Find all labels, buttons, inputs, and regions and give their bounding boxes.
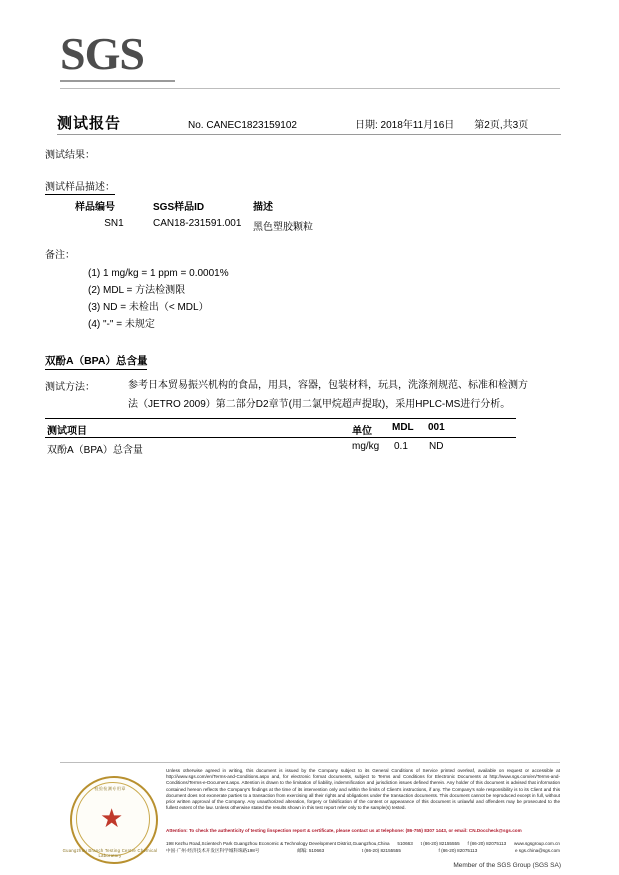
column-header-sample-no: 样品编号	[75, 202, 115, 213]
header-divider	[60, 88, 560, 89]
list-item: (2) MDL = 方法检测限	[88, 285, 186, 296]
footer-address-cn-row	[166, 847, 560, 854]
sample-table	[75, 198, 393, 233]
star-icon: ★	[100, 803, 124, 833]
cell-test-item: 双酚A（BPA）总含量	[47, 445, 143, 456]
test-method-label: 测试方法：	[45, 382, 95, 393]
cell-mdl: 0.1	[394, 441, 408, 452]
results-table-top-rule	[45, 418, 516, 419]
report-header-row	[57, 112, 561, 133]
method-line-2: 法（JETRO 2009）第二部分D2章节(用二氯甲烷超声提取)，采用HPLC-MS进行分析。	[128, 399, 511, 410]
report-date: 日期: 2018年11月16日	[354, 120, 455, 131]
footer-zip-cn: 邮编: 510663	[297, 848, 325, 853]
cell-unit: mg/kg	[352, 441, 380, 452]
column-header-unit: 单位	[352, 426, 372, 437]
footer-divider	[60, 762, 560, 763]
footer-attention: Attention: To check the authenticity of testing /inspection report & certificate, please contact us at telephone: (86-755) 8307 1443, or email: CN.Doccheck@sgs.com	[166, 828, 522, 833]
cell-sample-no: SN1	[104, 218, 124, 229]
list-item: (1) 1 mg/kg = 1 ppm = 0.0001%	[88, 268, 229, 279]
column-header-sample-001: 001	[428, 422, 445, 433]
footer-zip-en: 510663	[397, 841, 413, 846]
footer-disclaimer	[166, 768, 560, 811]
bpa-section-heading: 双酚A（BPA）总含量	[45, 353, 147, 370]
footer-address-cn: 中国·广州·经济技术开发区科学城科珠路198号	[166, 848, 260, 853]
column-header-test-item: 测试项目	[47, 426, 87, 437]
footer-tel-en: t (86-20) 82155555	[420, 841, 460, 846]
footer-email-cn: e sgs.china@sgs.com	[514, 848, 560, 853]
remark-label: 备注：	[45, 250, 75, 261]
sample-description-label: 测试样品描述：	[45, 178, 115, 195]
footer-member-note: Member of the SGS Group (SGS SA)	[453, 862, 561, 869]
stamp-bottom-text: Guangzhou Branch Testing Centre Chemical Laboratory	[62, 848, 158, 858]
footer-tel-cn: t (86-20) 82155555	[361, 848, 401, 853]
footer-address-en: 198 Kezhu Road,Scientech Park Guangzhou Economic & Technology Development District,Guangzhou,China	[166, 841, 390, 846]
page-title: 测试报告	[57, 115, 122, 132]
company-stamp	[62, 772, 158, 868]
table-row	[75, 218, 393, 233]
footer-fax-en: f (86-20) 82075113	[467, 841, 507, 846]
list-item: (4) "-" = 未规定	[88, 319, 155, 330]
page-number: 第2页,共3页	[474, 120, 529, 131]
list-item: (3) ND = 未检出（< MDL）	[88, 302, 209, 313]
sgs-logo	[60, 30, 180, 82]
results-label: 测试结果：	[45, 150, 95, 161]
method-line-1: 参考日本贸易振兴机构的食品，用具，容器，包装材料，玩具，洗涤剂规范、标准和检测方	[128, 380, 528, 391]
column-header-description: 描述	[253, 202, 273, 213]
footer-address-block	[166, 840, 560, 854]
report-number: No. CANEC1823159102	[188, 120, 297, 131]
sgs-logo-text: SGS	[60, 28, 144, 79]
column-header-sgs-id: SGS样品ID	[153, 202, 205, 213]
results-table-bottom-rule	[45, 437, 516, 438]
column-header-mdl: MDL	[392, 422, 414, 433]
cell-result-value: ND	[429, 441, 444, 452]
disclaimer-text: Unless otherwise agreed in writing, this document is issued by the Company subject to its General Conditions of Service printed overleaf, available on request or accessible at http://www.sgs.com/en/Terms-and-Conditions.aspx and, for electronic format documents, subject to Terms and Conditions for Electronic Documents at http://www.sgs.com/en/Terms-and-Conditions/Terms-e-Document.aspx. Attention is drawn to the limitation of liability, indemnification and jurisdiction issues defined therein. Any holder of this document is advised that information contained hereon reflects the Company's findings at the time of its intervention only and within the limits of Client's instructions, if any. The Company's sole responsibility is to its Client and this document does not exonerate parties to a transaction from exercising all their rights and obligations under the transaction documents. This document cannot be reproduced except in full, without prior written approval of the Company. Any unauthorized alteration, forgery or falsification of the content or appearance of this document is unlawful and offenders may be prosecuted to the fullest extent of the law. Unless otherwise stated the results shown in this test report refer only to the sample(s) tested.	[166, 768, 560, 811]
stamp-top-text: 校验检测专用章	[94, 786, 126, 791]
footer-web-en: www.sgsgroup.com.cn	[514, 841, 560, 846]
logo-underline	[60, 80, 175, 82]
test-method-text	[128, 376, 548, 414]
cell-description: 黑色塑胶颗粒	[253, 222, 313, 233]
remark-list	[88, 265, 229, 333]
footer-address-en-row	[166, 840, 560, 847]
table-header-row	[75, 198, 393, 218]
footer-fax-cn: f (86-20) 82075113	[438, 848, 478, 853]
title-divider	[57, 134, 561, 135]
cell-sgs-id: CAN18-231591.001	[153, 218, 242, 229]
